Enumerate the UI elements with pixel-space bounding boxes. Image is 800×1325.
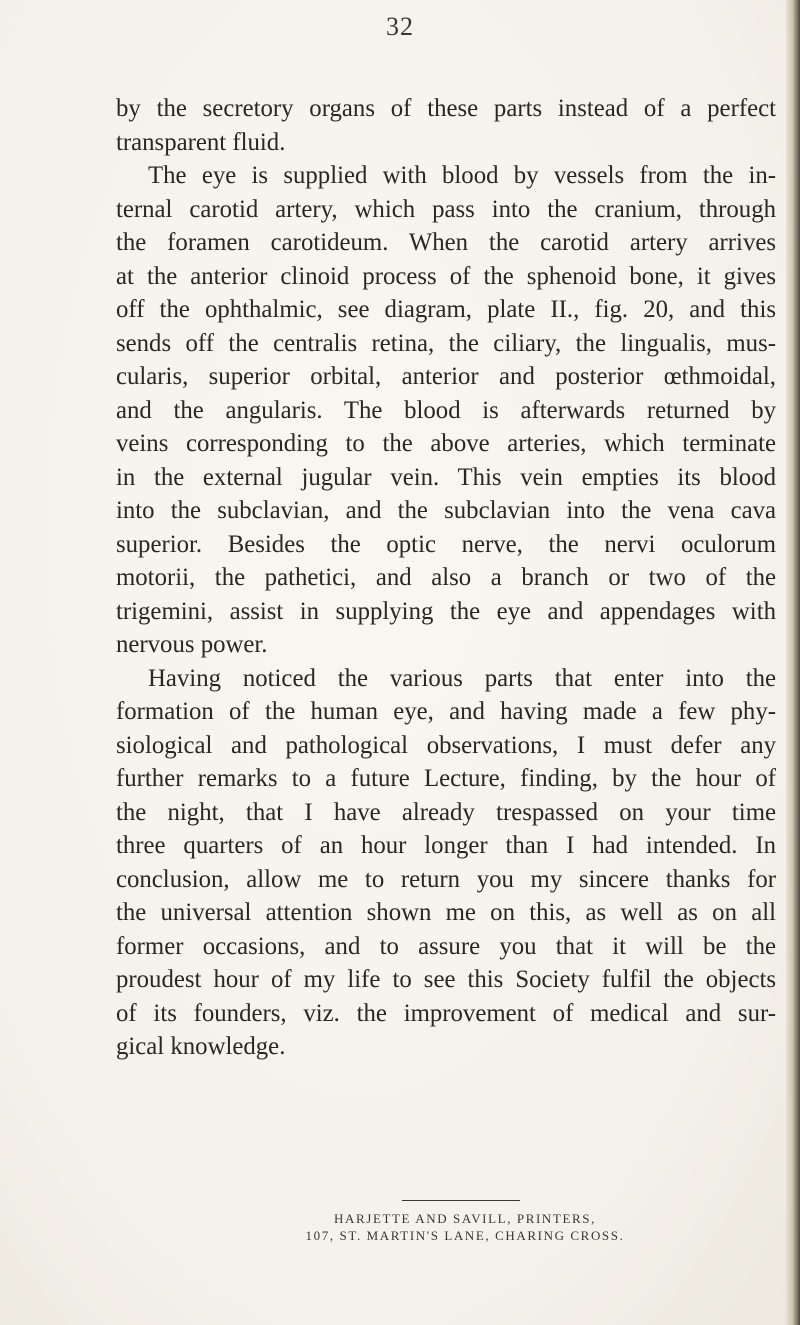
imprint-divider xyxy=(402,1200,520,1201)
text-line: by the secretory organs of these parts instead of a perfect xyxy=(116,95,776,122)
text-line: conclusion, allow me to return you my sincere thanks for xyxy=(116,865,776,893)
text-line: of its founders, viz. the improvement of medical and sur- xyxy=(116,999,776,1027)
text-line: the night, that I have already trespassed on your time xyxy=(116,798,776,826)
text-line: siological and pathological observations, I must defer any xyxy=(116,731,776,759)
text-line: in the external jugular vein. This vein empties its blood xyxy=(116,463,776,491)
text-line: transparent fluid. xyxy=(116,128,286,156)
text-line: Having noticed the various parts that enter into the xyxy=(148,664,776,692)
text-line: motorii, the pathetici, and also a branch or two of the xyxy=(116,564,776,591)
text-line: formation of the human eye, and having made a few phy- xyxy=(116,698,776,725)
page-edge-shadow xyxy=(786,0,800,1325)
text-line: sends off the centralis retina, the ciliary, the lingualis, mus- xyxy=(116,329,776,357)
text-line: proudest hour of my life to see this Society fulfil the objects xyxy=(116,966,776,993)
text-line: The eye is supplied with blood by vessels from the in- xyxy=(148,162,776,189)
printer-imprint-line-2: 107, ST. MARTIN'S LANE, CHARING CROSS. xyxy=(305,1228,625,1243)
text-line: off the ophthalmic, see diagram, plate II., fig. 20, and this xyxy=(116,296,776,323)
body-text xyxy=(116,92,776,1064)
text-line: nervous power. xyxy=(116,631,268,658)
text-line: the universal attention shown me on this, as well as on all xyxy=(116,899,776,926)
page-number: 32 xyxy=(386,12,414,41)
text-line: veins corresponding to the above arteries, which terminate xyxy=(116,430,776,457)
text-line: former occasions, and to assure you that it will be the xyxy=(116,932,776,960)
text-line: ternal carotid artery, which pass into the cranium, through xyxy=(116,195,776,223)
text-line: further remarks to a future Lecture, finding, by the hour of xyxy=(116,765,776,792)
text-line: at the anterior clinoid process of the sphenoid bone, it gives xyxy=(116,262,776,290)
text-line: three quarters of an hour longer than I had intended. In xyxy=(116,832,776,859)
text-line: superior. Besides the optic nerve, the nervi oculorum xyxy=(116,530,776,558)
text-line: gical knowledge. xyxy=(116,1033,286,1060)
text-line: the foramen carotideum. When the carotid artery arrives xyxy=(116,229,776,256)
text-line: trigemini, assist in supplying the eye and appendages with xyxy=(116,597,776,625)
text-line: into the subclavian, and the subclavian into the vena cava xyxy=(116,497,776,524)
text-line: cularis, superior orbital, anterior and posterior œthmoidal, xyxy=(116,363,776,390)
printer-imprint-line-1: HARJETTE AND SAVILL, PRINTERS, xyxy=(334,1211,596,1226)
text-line: and the angularis. The blood is afterwards returned by xyxy=(116,396,776,424)
